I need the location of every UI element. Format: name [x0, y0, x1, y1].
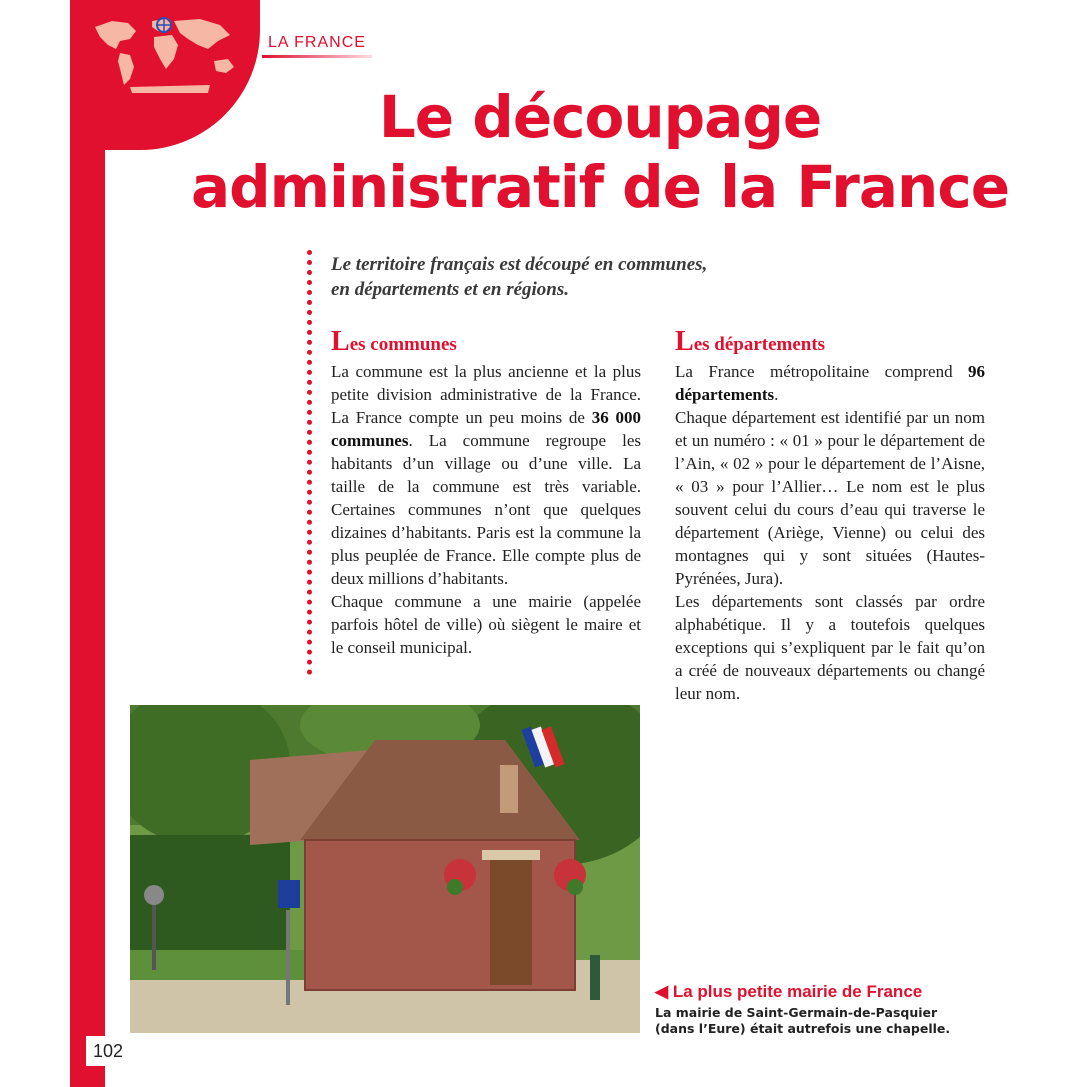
communes-heading: Les communes: [331, 326, 457, 357]
communes-paragraph-2: Chaque commune a une mairie (appelée parfois hôtel de ville) où siègent le maire et le conseil municipal.: [331, 592, 641, 657]
intro-line-1: Le territoire français est découpé en communes,: [331, 254, 708, 275]
departements-heading: Les départements: [675, 326, 826, 357]
side-color-bar: [70, 0, 105, 1087]
title-line-1: Le découpage: [378, 83, 822, 151]
caption-arrow-icon: ◀: [655, 982, 669, 1001]
photo-caption-title: ◀ La plus petite mairie de France: [655, 982, 923, 1001]
departements-paragraph-3: Les départements sont classés par ordre alphabétique. Il y a toutefois quelques exceptions qui s’expliquent par le fait qu’on a créé de nouveaux départements ou changé leur nom.: [675, 592, 985, 703]
dotted-divider: [307, 250, 312, 675]
title-line-2: administratif de la France: [190, 153, 1010, 221]
intro-line-2: en départements et en régions.: [331, 279, 570, 300]
communes-section: [331, 327, 641, 659]
departements-paragraph-2: Chaque département est identifié par un nom et un numéro : « 01 » pour le département de l’Ain, « 02 » pour le département de l’Aisne, « 03 » pour l’Allier… Le nom est le plus souvent celui du cours d’eau qui traverse le département (Ariège, Vienne) ou celui des montagnes qui y sont situées (Hautes-Pyrénées, Jura).: [675, 408, 985, 588]
communes-paragraph-1: La commune est la plus ancienne et la plus petite division administrative de la France. La France compte un peu moins de 36 000 communes. La commune regroupe les habitants d’un village ou d’une ville. La taille de la commune est très variable. Certaines communes n’ont que quelques dizaines d’habitants. Paris est la commune la plus peuplée de France. Elle compte plus de deux millions d’habitants.: [331, 362, 641, 588]
departements-count: 96 départements: [675, 362, 985, 404]
page-number: 102: [86, 1036, 130, 1066]
town-hall-photo: [130, 705, 640, 1033]
caption-line-2: (dans l’Eure) était autrefois une chapelle.: [655, 1021, 951, 1036]
page-title: [120, 82, 1080, 222]
caption-line-1: La mairie de Saint-Germain-de-Pasquier: [655, 1005, 938, 1020]
communes-count: 36 000 communes: [331, 408, 641, 450]
departements-paragraph-1: La France métropolitaine comprend 96 départements.: [675, 362, 985, 404]
intro-text: [331, 252, 891, 302]
departements-section: [675, 327, 985, 705]
section-underline: [262, 55, 372, 58]
town-hall-illustration: [130, 705, 640, 1033]
section-label: LA FRANCE: [268, 34, 366, 51]
photo-caption-text: [655, 1005, 955, 1037]
